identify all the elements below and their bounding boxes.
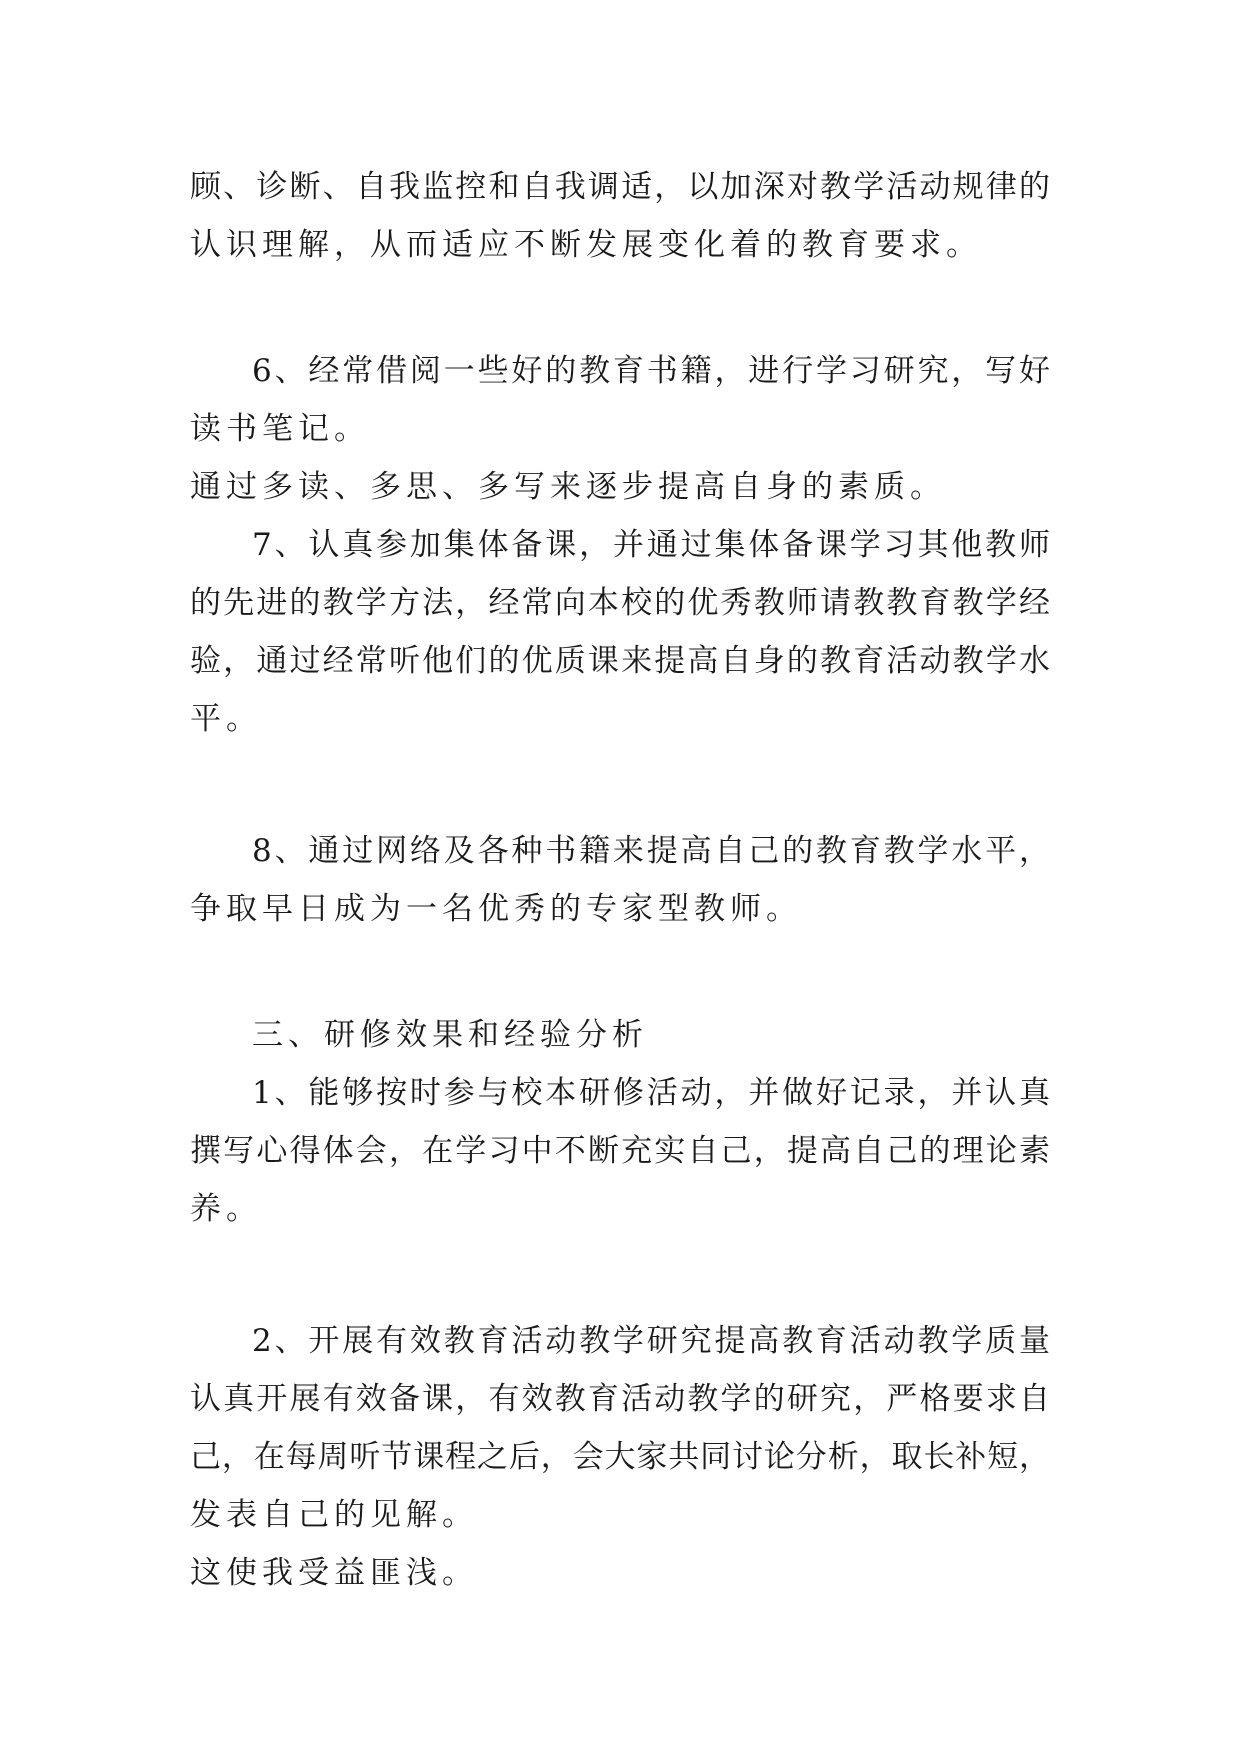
text-line: 争取早日成为一名优秀的专家型教师。 (190, 891, 802, 927)
text-line: 认真开展有效备课，有效教育活动教学的研究，严格要求自 (190, 1381, 1050, 1417)
text-line: 6、经常借阅一些好的教育书籍，进行学习研究，写好 (252, 353, 1050, 389)
paragraph-6 (190, 342, 1050, 458)
paragraph-8 (190, 822, 1050, 938)
paragraph-result-1 (190, 1064, 1050, 1238)
section-heading (190, 1006, 1050, 1064)
text-line: 己，在每周听节课程之后，会大家共同讨论分析，取长补短， (190, 1439, 1050, 1475)
section-title: 三、研修效果和经验分析 (252, 1017, 648, 1053)
paragraph-result-2 (190, 1312, 1050, 1544)
paragraph-gap (190, 1238, 1050, 1312)
text-line: 发表自己的见解。 (190, 1497, 478, 1533)
text-line: 养。 (190, 1191, 262, 1227)
text-line: 平。 (190, 701, 262, 737)
text-line: 这使我受益匪浅。 (190, 1555, 478, 1591)
text-line: 认识理解，从而适应不断发展变化着的教育要求。 (190, 227, 982, 263)
text-line: 1、能够按时参与校本研修活动，并做好记录，并认真 (252, 1075, 1050, 1111)
text-line: 通过多读、多思、多写来逐步提高自身的素质。 (190, 469, 946, 505)
text-line: 的先进的教学方法，经常向本校的优秀教师请教教育教学经 (190, 585, 1050, 621)
paragraph-gap (190, 938, 1050, 1006)
text-line: 8、通过网络及各种书籍来提高自己的教育教学水平， (252, 833, 1050, 869)
paragraph-7 (190, 516, 1050, 748)
paragraph-6-continued (190, 458, 1050, 516)
paragraph-gap (190, 748, 1050, 822)
paragraph-result-2-continued (190, 1544, 1050, 1602)
text-line: 读书笔记。 (190, 411, 370, 447)
document-body (190, 158, 1050, 1602)
text-line: 2、开展有效教育活动教学研究提高教育活动教学质量 (252, 1323, 1050, 1359)
text-line: 撰写心得体会，在学习中不断充实自己，提高自己的理论素 (190, 1133, 1050, 1169)
text-line: 7、认真参加集体备课，并通过集体备课学习其他教师 (252, 527, 1050, 563)
paragraph-1 (190, 158, 1050, 274)
text-line: 顾、诊断、自我监控和自我调适，以加深对教学活动规律的 (190, 169, 1050, 205)
text-line: 验，通过经常听他们的优质课来提高自身的教育活动教学水 (190, 643, 1050, 679)
paragraph-gap (190, 274, 1050, 342)
